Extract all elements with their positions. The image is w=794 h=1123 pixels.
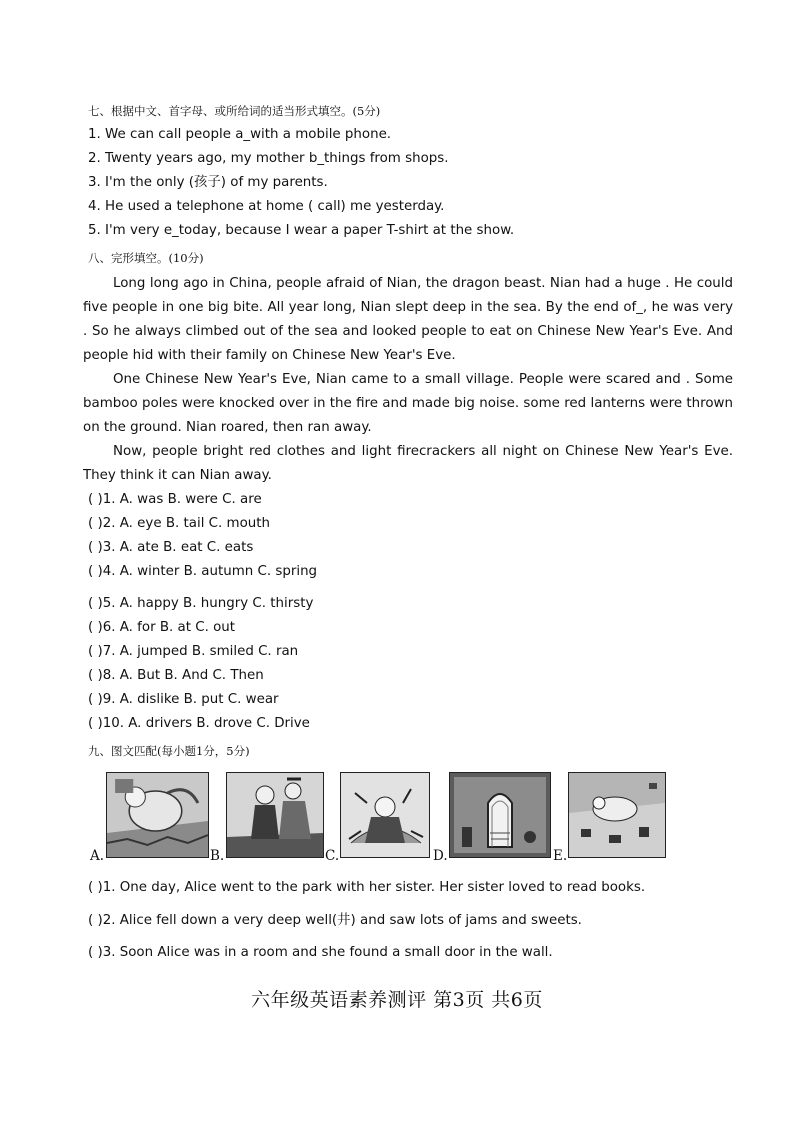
- picture-b: [226, 772, 324, 858]
- picture-label-d: D.: [433, 848, 448, 864]
- cloze-option-4: ( )4. A. winter B. autumn C. spring: [88, 564, 318, 579]
- picture-c: [340, 772, 430, 858]
- cloze-option-8: ( )8. A. But B. And C. Then: [88, 668, 264, 683]
- picture-a: [106, 772, 209, 858]
- fill-in-item-5: 5. I'm very e_today, because I wear a paper T-shirt at the show.: [88, 223, 515, 238]
- cloze-option-6: ( )6. A. for B. at C. out: [88, 620, 236, 635]
- cloze-paragraph-1: Long long ago in China, people afraid of Nian, the dragon beast. Nian had a huge . He could five people in one big bite. All year long, Nian slept deep in the sea. By the end of_, he was very . So he always climbed out of the sea and looked people to eat on Chinese New Year's Eve. And people hid with their family on Chinese New Year's Eve.: [83, 276, 733, 363]
- matching-item-1: ( )1. One day, Alice went to the park with her sister. Her sister loved to read books.: [88, 880, 646, 895]
- cloze-option-7: ( )7. A. jumped B. smiled C. ran: [88, 644, 299, 659]
- page-footer: 六年级英语素养测评 第3页 共6页: [251, 989, 543, 1011]
- cloze-option-9: ( )9. A. dislike B. put C. wear: [88, 692, 279, 707]
- matching-item-2: ( )2. Alice fell down a very deep well(井) and saw lots of jams and sweets.: [88, 913, 582, 928]
- matching-item-3: ( )3. Soon Alice was in a room and she found a small door in the wall.: [88, 945, 553, 960]
- picture-label-b: B.: [210, 848, 225, 864]
- section-8-heading: 八、完形填空。(10分): [88, 251, 204, 265]
- picture-e: [568, 772, 666, 858]
- fill-in-item-4: 4. He used a telephone at home ( call) me yesterday.: [88, 199, 445, 214]
- picture-label-e: E.: [553, 848, 568, 864]
- cloze-option-5: ( )5. A. happy B. hungry C. thirsty: [88, 596, 314, 611]
- picture-label-c: C.: [325, 848, 340, 864]
- picture-label-a: A.: [90, 848, 105, 864]
- section-7-heading: 七、根据中文、首字母、或所给词的适当形式填空。(5分): [88, 104, 381, 118]
- picture-row: [88, 770, 668, 862]
- cloze-paragraph-2: One Chinese New Year's Eve, Nian came to a small village. People were scared and . Some bamboo poles were knocked over in the fire and made big noise. some red lanterns were thrown on the ground. Nian roared, then ran away.: [83, 372, 733, 435]
- fill-in-item-3: 3. I'm the only (孩子) of my parents.: [88, 175, 328, 190]
- fill-in-item-1: 1. We can call people a_with a mobile phone.: [88, 127, 392, 142]
- cloze-option-10: ( )10. A. drivers B. drove C. Drive: [88, 716, 310, 731]
- cloze-paragraph-3: Now, people bright red clothes and light firecrackers all night on Chinese New Year's Eve. They think it can Nian away.: [83, 444, 733, 483]
- cloze-option-2: ( )2. A. eye B. tail C. mouth: [88, 516, 271, 531]
- section-9-heading: 九、图文匹配(每小题1分，5分): [88, 744, 250, 758]
- fill-in-item-2: 2. Twenty years ago, my mother b_things from shops.: [88, 151, 449, 166]
- cloze-option-3: ( )3. A. ate B. eat C. eats: [88, 540, 254, 555]
- picture-d: [449, 772, 551, 858]
- cloze-option-1: ( )1. A. was B. were C. are: [88, 492, 262, 507]
